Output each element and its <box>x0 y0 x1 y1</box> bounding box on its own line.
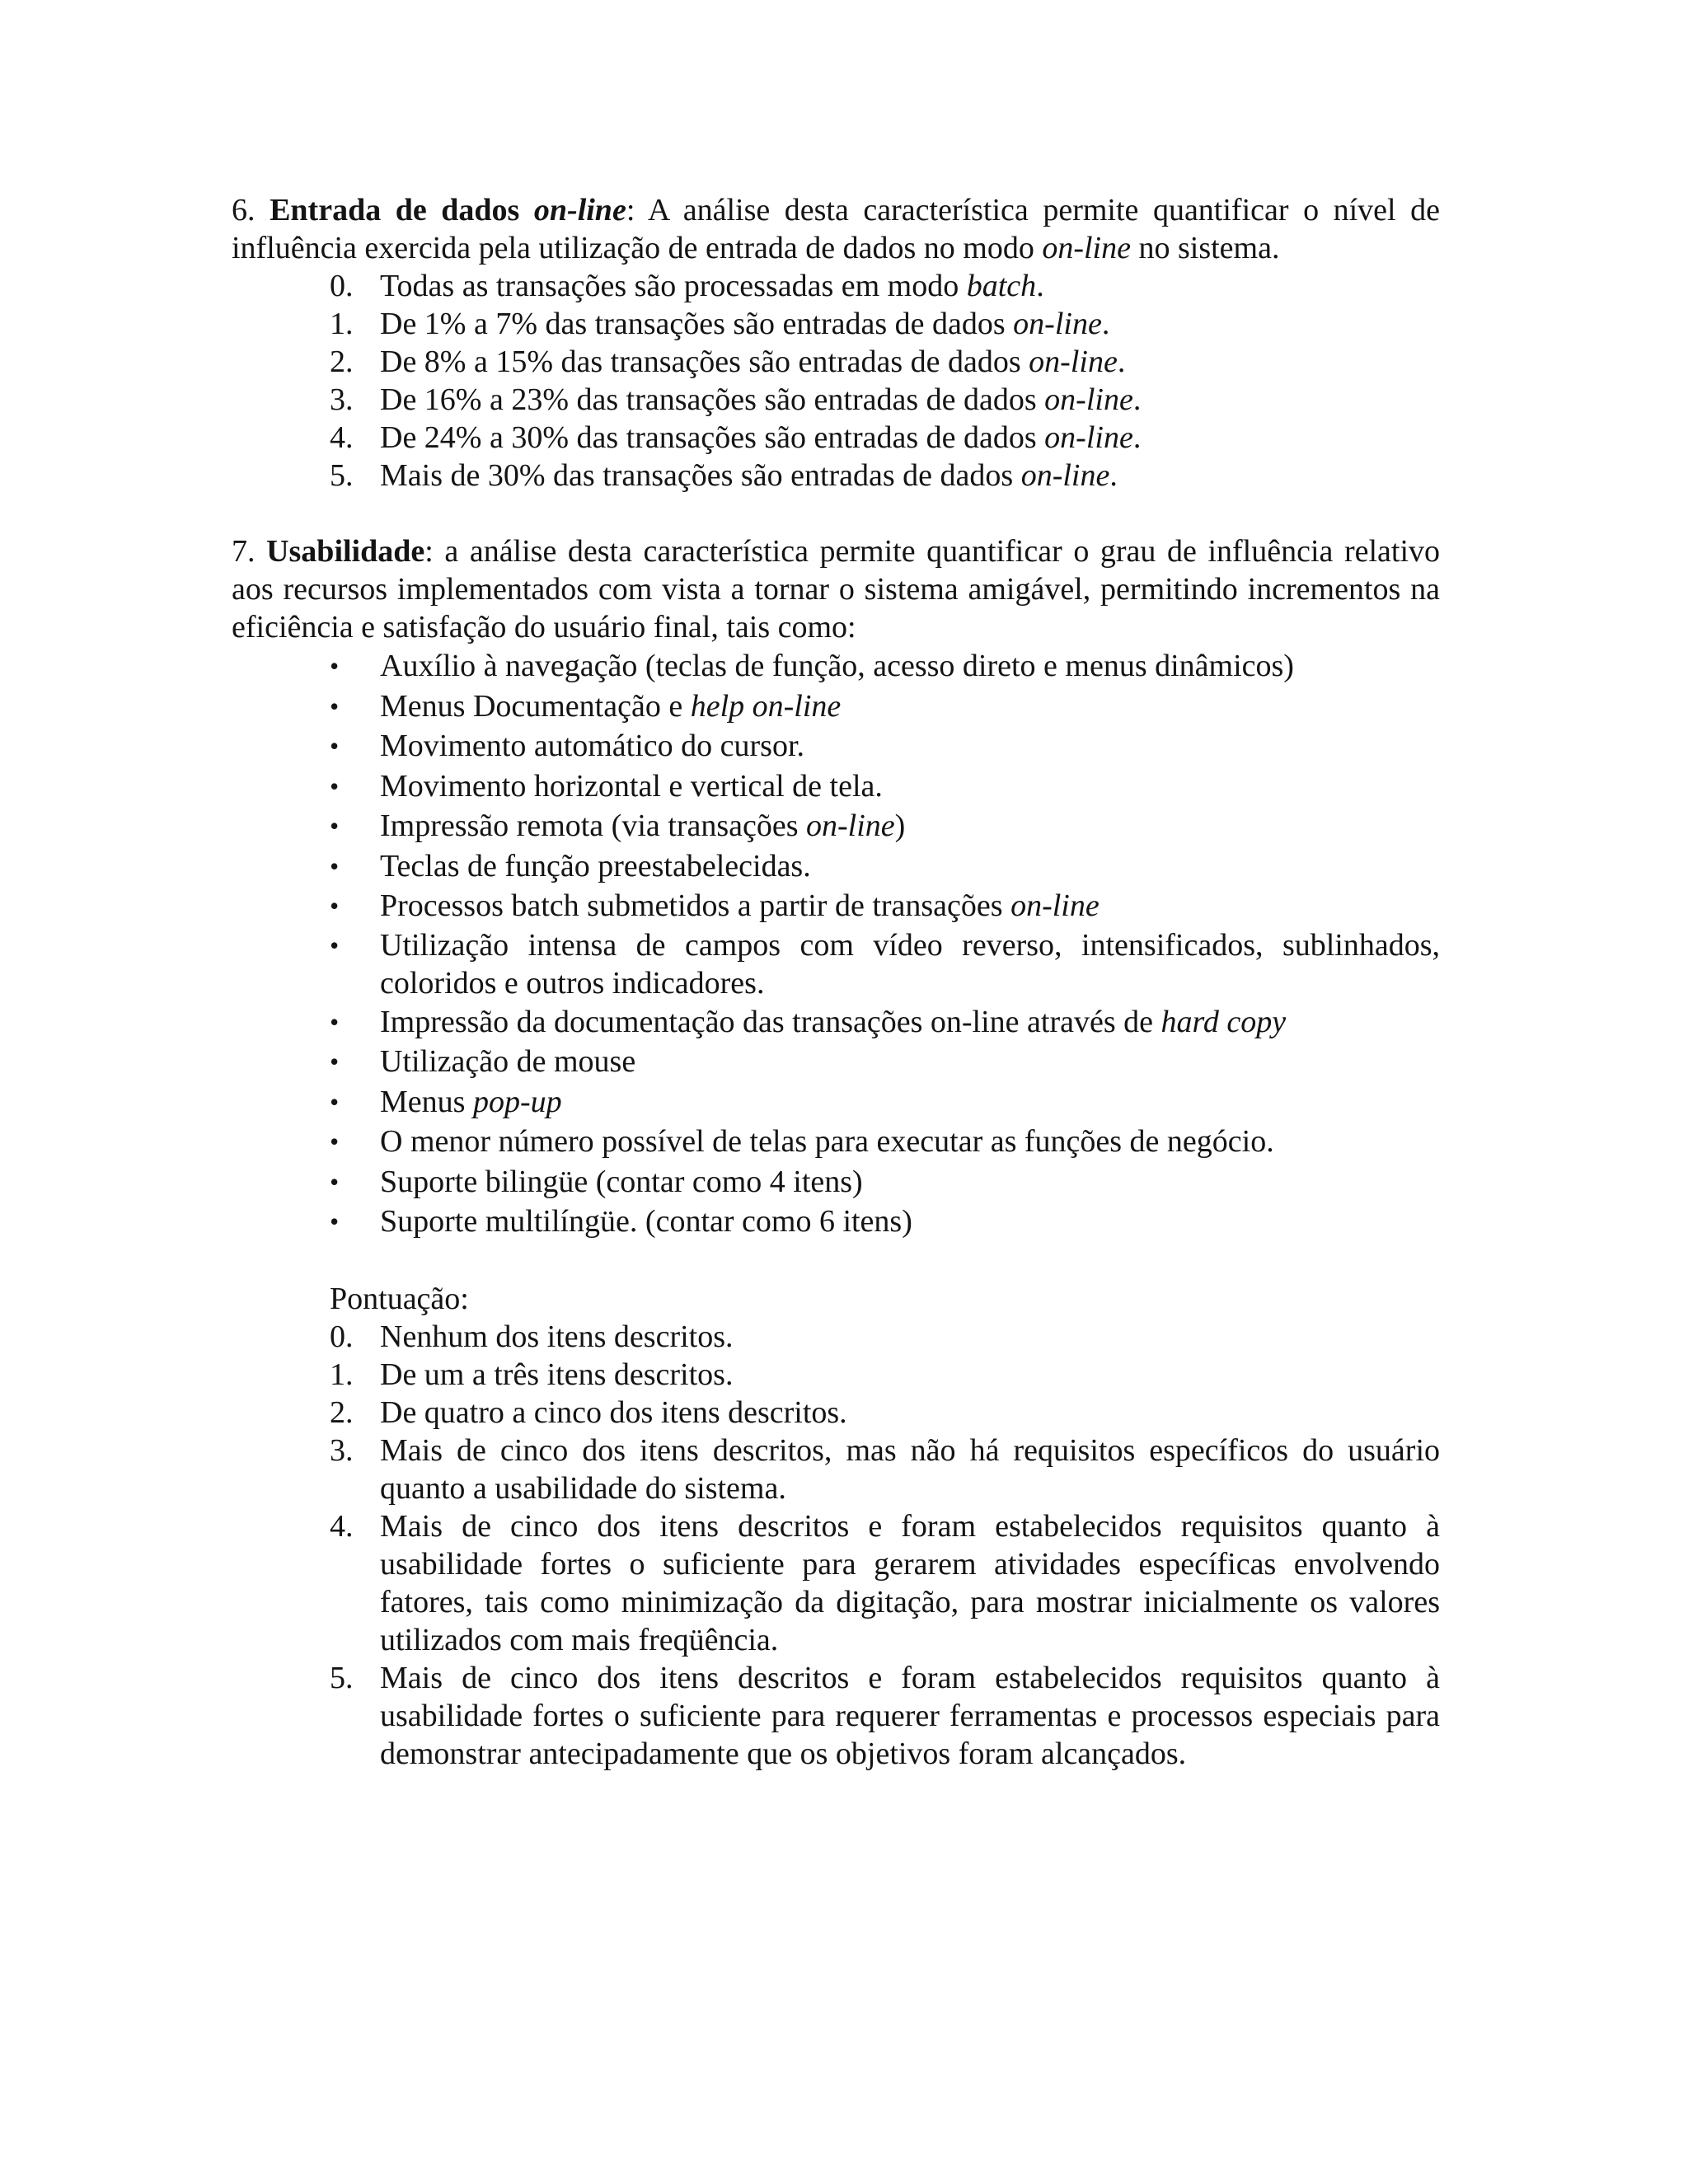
bullet-item: • Suporte multilíngüe. (contar como 6 itens) <box>232 1202 1440 1242</box>
bullet-item: • Menus Documentação e help on-line <box>232 687 1440 727</box>
bullet-item: • Auxílio à navegação (teclas de função, acesso direto e menus dinâmicos) <box>232 646 1440 687</box>
bullet-icon: • <box>330 651 340 681</box>
bullet-item: • O menor número possível de telas para executar as funções de negócio. <box>232 1122 1440 1162</box>
score-title: Pontuação: <box>330 1281 469 1316</box>
bullet-item: • Impressão remota (via transações on-line) <box>232 806 1440 846</box>
list-item: 1. De 1% a 7% das transações são entradas de dados on-line. <box>330 307 1110 341</box>
spacer <box>232 494 1440 532</box>
bullet-icon: • <box>330 1127 340 1156</box>
bullet-icon: • <box>330 691 340 721</box>
section-7-intro: 7. Usabilidade: a análise desta característica permite quantificar o grau de influência relativo aos recursos implementados com vista a tornar o sistema amigável, permitindo incrementos na eficiência e satisfação do usuário final, tais como: <box>232 534 1441 644</box>
list-item: 5. Mais de 30% das transações são entradas de dados on-line. <box>330 458 1118 493</box>
list-item: 3. Mais de cinco dos itens descritos, mas não há requisitos específicos do usuário quanto a usabilidade do sistema. <box>330 1432 1440 1506</box>
section-7-number: 7. <box>232 534 256 569</box>
section-7-features <box>232 646 1440 1242</box>
bullet-item: • Utilização de mouse <box>232 1042 1440 1082</box>
bullet-item: • Impressão da documentação das transações on-line através de hard copy <box>232 1002 1440 1043</box>
bullet-icon: • <box>330 1207 340 1236</box>
bullet-icon: • <box>330 1086 340 1117</box>
section-7-scores <box>232 1318 1440 1773</box>
bullet-icon: • <box>330 1166 340 1197</box>
bullet-icon: • <box>330 851 340 881</box>
bullet-icon: • <box>330 891 340 921</box>
section-6-intro: 6. Entrada de dados on-line: A análise desta característica permite quantificar o nível de influência exercida pela utilização de entrada de dados no modo on-line no sistema. <box>232 193 1441 265</box>
list-item: 2. De quatro a cinco dos itens descritos. <box>330 1394 847 1430</box>
bullet-icon: • <box>330 731 340 761</box>
list-item: 5. Mais de cinco dos itens descritos e foram estabelecidos requisitos quanto à usabilidade fortes o suficiente para requerer ferramentas e processos especiais para demonstrar antecipadamente que os objetivos foram alcançados. <box>330 1660 1440 1771</box>
list-item: 3. De 16% a 23% das transações são entradas de dados on-line. <box>330 382 1142 417</box>
section-6-options <box>232 267 1440 494</box>
bullet-item: • Movimento automático do cursor. <box>232 726 1440 766</box>
section-6-number: 6. <box>232 193 256 227</box>
section-7-title: Usabilidade <box>266 534 425 569</box>
bullet-item: • Menus pop-up <box>232 1082 1440 1122</box>
bullet-item: • Processos batch submetidos a partir de transações on-line <box>232 886 1440 926</box>
list-item: 4. De 24% a 30% das transações são entradas de dados on-line. <box>330 420 1142 455</box>
bullet-icon: • <box>330 1047 340 1076</box>
bullet-icon: • <box>330 811 340 841</box>
list-item: 4. Mais de cinco dos itens descritos e foram estabelecidos requisitos quanto à usabilidade fortes o suficiente para gerarem atividades específicas envolvendo fatores, tais como minimização da digitação, para mostrar inicialmente os valores utilizados com mais freqüência. <box>330 1508 1440 1657</box>
list-item: 0. Nenhum dos itens descritos. <box>330 1319 734 1354</box>
bullet-item: • Utilização intensa de campos com vídeo reverso, intensificados, sublinhados, coloridos e outros indicadores. <box>330 927 1440 1001</box>
list-item: 1. De um a três itens descritos. <box>330 1357 734 1392</box>
bullet-item: • Movimento horizontal e vertical de tela. <box>232 766 1440 807</box>
bullet-icon: • <box>330 930 340 960</box>
bullet-icon: • <box>330 1006 340 1037</box>
document-page <box>232 191 1440 1773</box>
bullet-item: • Suporte bilingüe (contar como 4 itens) <box>232 1162 1440 1202</box>
list-item: 2. De 8% a 15% das transações são entradas de dados on-line. <box>330 344 1126 379</box>
bullet-item: • Teclas de função preestabelecidas. <box>232 846 1440 887</box>
spacer <box>232 1242 1440 1280</box>
bullet-icon: • <box>330 771 340 801</box>
list-item: 0. Todas as transações são processadas em modo batch. <box>330 269 1044 303</box>
section-6-title: Entrada de dados on-line <box>270 193 626 227</box>
